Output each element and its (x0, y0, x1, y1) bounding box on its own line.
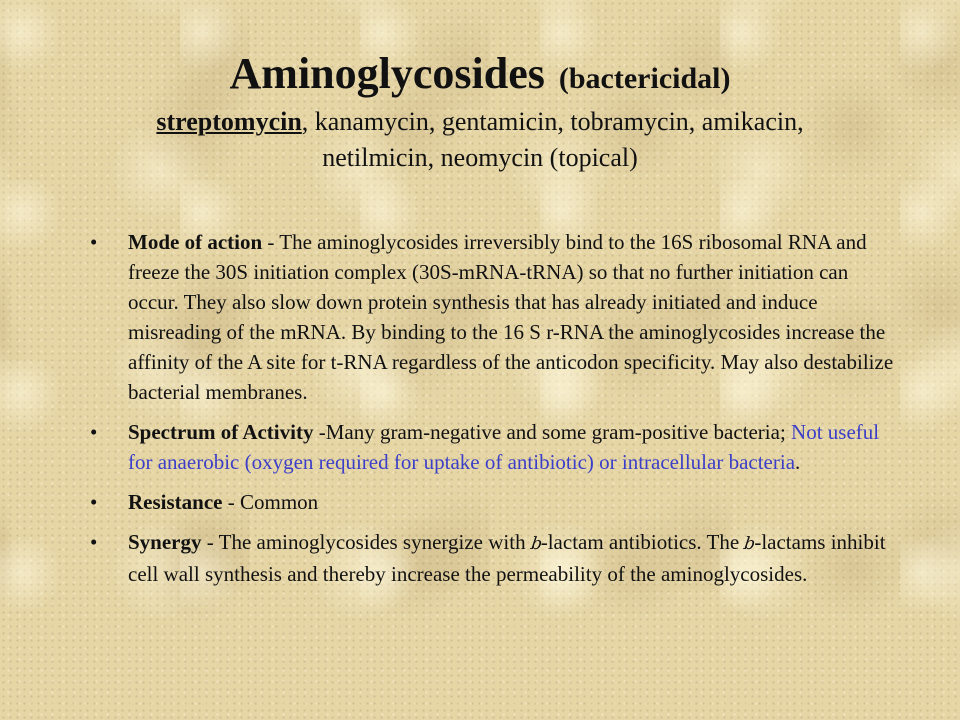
drug-list-line-1 (40, 104, 920, 140)
bullet-label: Spectrum of Activity (128, 420, 314, 444)
bullet-text: -Many gram-negative and some gram-positive bacteria; (313, 420, 792, 444)
bullet-text: - The aminoglycosides synergize with (201, 530, 531, 554)
bullet-dot-icon: • (90, 420, 98, 444)
title-line (40, 44, 920, 104)
bullet-synergy (90, 527, 900, 589)
bullet-spectrum (90, 417, 900, 477)
bullet-text: - Common (222, 490, 319, 514)
bullet-mode-of-action (90, 227, 900, 407)
bullet-text-end: . (795, 450, 801, 474)
drug-streptomycin: streptomycin (156, 107, 302, 136)
bullet-label: Resistance (128, 490, 223, 514)
bullet-dot-icon: • (90, 490, 98, 514)
slide-title: Aminoglycosides (229, 49, 545, 98)
bullet-label: Synergy (128, 530, 202, 554)
bullet-text: - The aminoglycosides irreversibly bind to the 16S ribosomal RNA and freeze the 30S initiation complex (30S-mRNA-tRNA) so that no further initiation can occur. They also slow down protein synthesis that has already initiated and induce misreading of the mRNA. By binding to the 16 S r-RNA the aminoglycosides increase the affinity of the A site for t-RNA regardless of the anticodon specificity. May also destabilize bacterial membranes. (128, 230, 894, 404)
title-qualifier: (bactericidal) (558, 62, 731, 95)
drug-list-line-2: netilmicin, neomycin (topical) (322, 143, 638, 172)
beta-glyph-icon: b (741, 534, 758, 554)
bullet-text: -lactams inhibit cell wall synthesis and thereby increase the permeability of the aminoglycosides. (128, 530, 886, 586)
slide-title-block (40, 44, 920, 176)
bullet-resistance (90, 487, 900, 517)
bullet-highlight-text: Not useful for anaerobic (oxygen required for uptake of antibiotic) or intracellular bacteria (128, 420, 880, 474)
bullet-dot-icon: • (90, 530, 98, 554)
bullet-text: -lactam antibiotics. The (540, 530, 745, 554)
bullet-dot-icon: • (90, 230, 98, 254)
beta-glyph-icon: b (527, 534, 544, 554)
bullet-list (90, 227, 900, 599)
drug-list-rest: , kanamycin, gentamicin, tobramycin, amikacin, (301, 107, 804, 136)
bullet-label: Mode of action (128, 230, 263, 254)
